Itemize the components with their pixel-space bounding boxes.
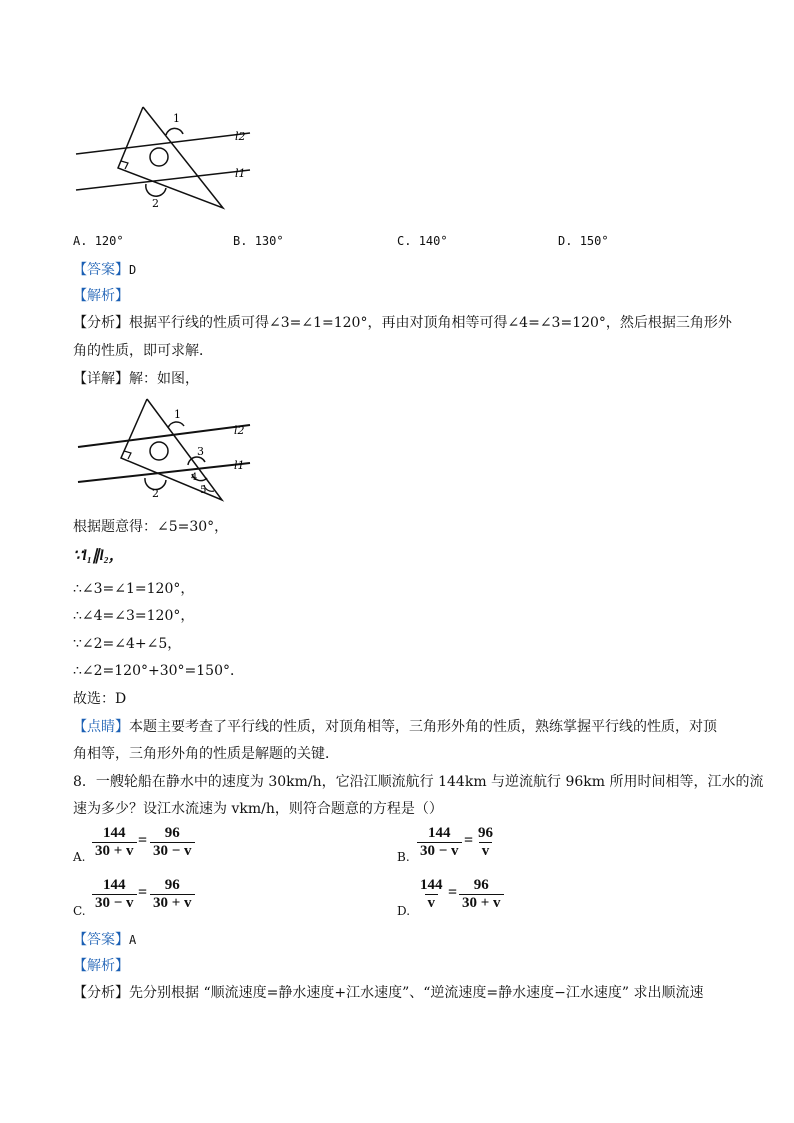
fig1-angle2-label: 2 (152, 197, 159, 210)
fig2-angle1-label: 1 (174, 408, 181, 421)
q7-fenxi-line1: 【分析】根据平行线的性质可得∠3=∠1=120°，再由对顶角相等可得∠4=∠3=120°，然后根据三角形外 (73, 315, 732, 331)
q7-step-3: ∴∠3=∠1=120°， (73, 581, 195, 597)
q7-dianjing-line1: 【点睛】本题主要考查了平行线的性质，对顶角相等，三角形外角的性质，熟练掌握平行线的性质，对顶 (73, 719, 717, 735)
q7-dianjing-line2: 角相等，三角形外角的性质是解题的关键． (73, 746, 339, 762)
q7-analysis-tag: 【解析】 (73, 288, 129, 304)
q7-step-5: ∵∠2=∠4+∠5， (73, 636, 182, 652)
q7-fenxi-line2: 角的性质，即可求解． (73, 343, 213, 359)
fig2-angle4-label: 4 (191, 472, 198, 483)
q7-detail: 【详解】解：如图， (73, 371, 199, 387)
fig2-angle2-label: 2 (152, 487, 159, 500)
q7-step-7: 故选：D (73, 691, 127, 707)
figure-1 (70, 100, 260, 215)
fig1-l2-label: l2 (235, 130, 246, 143)
fig2-l1-label: l1 (234, 459, 245, 472)
q7-step-6: ∴∠2=120°+30°=150°． (73, 663, 244, 679)
q7-step-4: ∴∠4=∠3=120°， (73, 608, 195, 624)
fig2-angle3-label: 3 (197, 445, 204, 458)
q7-answer: 【答案】D (73, 262, 137, 278)
q8-answer: 【答案】A (73, 932, 137, 948)
q8-fenxi-line1: 【分析】先分别根据 “顺流速度=静水速度+江水速度”、“逆流速度=静水速度−江水速度” 求出顺流速 (73, 985, 704, 1001)
fig1-angle1-label: 1 (173, 112, 180, 125)
q7-option-c: C. 140° (397, 234, 448, 248)
q7-step-1: 根据题意得：∠5=30°， (73, 519, 229, 535)
q8-analysis-tag: 【解析】 (73, 958, 129, 974)
q7-option-a: A. 120° (73, 234, 124, 248)
figure-2 (70, 392, 260, 507)
q8-stem-line1: 8．一艘轮船在静水中的速度为 30km/h，它沿江顺流航行 144km 与逆流航行 96km 所用时间相等，江水的流 (73, 774, 764, 790)
fig1-l1-label: l1 (235, 167, 246, 180)
q7-option-d: D. 150° (558, 234, 609, 248)
q7-step-2: ∵l₁∥l₂， (73, 548, 124, 564)
q7-option-b: B. 130° (233, 234, 284, 248)
q8-stem-line2: 速为多少？设江水流速为 vkm/h，则符合题意的方程是（） (73, 801, 443, 817)
fig2-angle5-label: 5 (200, 485, 207, 496)
fig2-l2-label: l2 (234, 424, 245, 437)
